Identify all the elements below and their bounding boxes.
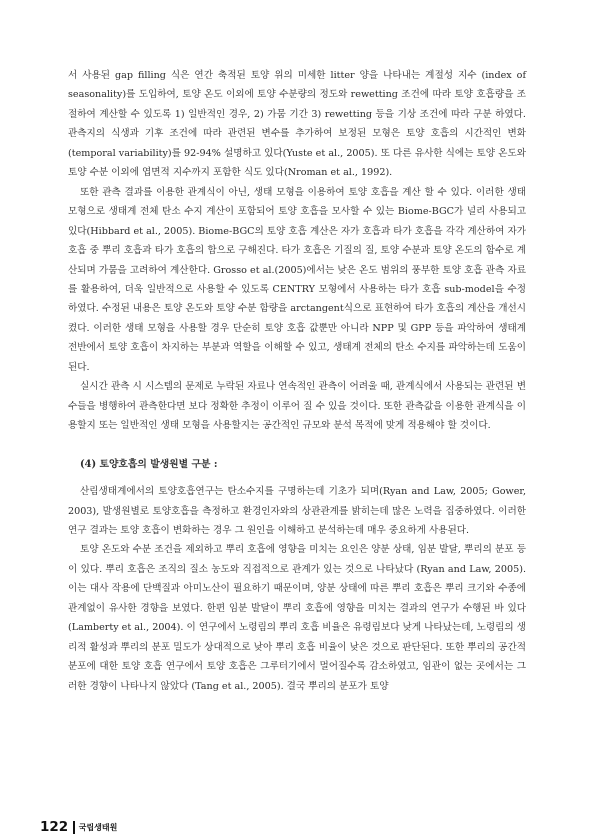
paragraph-realtime-observation: 실시간 관측 시 시스템의 문제로 누락된 자료나 연속적인 관측이 어려울 때, 관계식에서 사용되는 관련된 변수들을 병행하여 관측한다면 보다 정확한 추정이 이루어 질 수 있을 것이다. 또한 관측값을 이용한 관계식을 이용할지 또는 일반적인 생태 모형을 사용할지는 공간적인 규모와 분석 목적에 맞게 적용해야 할 것이다. bbox=[68, 381, 526, 432]
paragraph-gap-filling: 서 사용된 gap filling 식은 연간 축적된 토양 위의 미세한 litter 양을 나타내는 계절성 지수 (index of seasonality)를 도입하여, 토양 온도 이외에 토양 수분량의 정도와 rewetting 조건에 따라 토양 호흡량을 조절하여 계산할 수 있도록 1) 일반적인 경우, 2) 가뭄 기간 3) rewetting 등을 기상 조건에 따라 구분 하였다. 관측지의 식생과 기후 조건에 따라 관련된 변수를 추가하여 보정된 모형은 토양 호흡의 시간적인 변화(temporal variability)를 92-94% 설명하고 있다(Yuste et al., 2005). 또 다른 유사한 식에는 토양 온도와 토양 수분 이외에 엽면적 지수까지 포함한 식도 있다(Nroman et al., 1992). bbox=[68, 70, 526, 179]
paragraph-ecological-model: 또한 관측 결과를 이용한 관계식이 아닌, 생태 모형을 이용하여 토양 호흡을 계산 할 수 있다. 이러한 생태 모형으로 생태계 전체 탄소 수지 계산이 포함되어 토양 호흡을 모사할 수 있는 Biome-BGC가 널리 사용되고 있다(Hibbard et al., 2005). Biome-BGC의 토양 호흡 계산은 자가 호흡과 타가 호흡을 각각 계산하여 자가 호흡 중 뿌리 호흡과 타가 호흡의 합으로 구해진다. 타가 호흡은 기질의 질, 토양 수분과 토양 온도의 함수로 계산되며 가뭄을 고려하여 계산한다. Grosso et al.(2005)에서는 낮은 온도 범위의 풍부한 토양 호흡 관측 자료를 활용하여, 더욱 일반적으로 사용할 수 있도록 CENTRY 모형에서 사용하는 타가 호흡 sub-model을 수정하였다. 수정된 내용은 토양 온도와 토양 수분 함량을 arctangent식으로 표현하여 타가 호흡의 계산을 개선시켰다. 이러한 생태 모형을 사용할 경우 단순히 토양 호흡 값뿐만 아니라 NPP 및 GPP 등을 파악하여 생태계 전반에서 토양 호흡이 차지하는 부분과 역할을 이해할 수 있고, 생태계 전체의 탄소 수지를 파악하는데 도움이 된다. bbox=[68, 186, 526, 373]
paragraph-root-respiration: 토양 온도와 수분 조건을 제외하고 뿌리 호흡에 영향을 미치는 요인은 양분 상태, 임분 발달, 뿌리의 분포 등이 있다. 뿌리 호흡은 조직의 질소 농도와 직접적으로 관계가 있는 것으로 나타났다 (Ryan and Law, 2005). 이는 대사 작용에 단백질과 아미노산이 필요하기 때문이며, 양분 상태에 따른 뿌리 호흡은 뿌리 크기와 수종에 관계없이 유사한 경향을 보였다. 한편 임분 발달이 뿌리 호흡에 영향을 미치는 결과의 연구가 수행된 바 있다 (Lamberty et al., 2004). 이 연구에서 노령림의 뿌리 호흡 비율은 유령림보다 낮게 나타났는데, 노령림의 생리적 활성과 뿌리의 분포 밀도가 상대적으로 낮아 뿌리 호흡 비율이 낮은 것으로 판단된다. 또한 뿌리의 공간적 분포에 대한 토양 호흡 연구에서 토양 호흡은 그루터기에서 멀어질수록 감소하였고, 임관이 없는 곳에서는 그러한 경향이 나타나지 않았다 (Tang et al., 2005). 결국 뿌리의 분포가 토양 bbox=[68, 544, 526, 692]
publisher-name: 국립생태원 bbox=[78, 822, 118, 832]
paragraph-forest-respiration: 산림생태계에서의 토양호흡연구는 탄소수지를 구명하는데 기초가 되며(Ryan and Law, 2005; Gower, 2003), 발생원별로 토양호흡을 측정하고 환경인자와의 상관관계를 밝히는데 많은 노력을 집중하였다. 이러한 연구 결과는 토양 호흡이 변화하는 경우 그 원인을 이해하고 분석하는데 매우 중요하게 사용된다. bbox=[68, 486, 526, 536]
page-footer bbox=[40, 817, 117, 837]
body-text bbox=[68, 66, 526, 696]
page-number: 122 bbox=[40, 819, 69, 835]
heading-spacer bbox=[68, 474, 526, 482]
footer-divider bbox=[73, 821, 75, 834]
section-heading: (4) 토양호흡의 발생원별 구분 : bbox=[80, 458, 218, 470]
